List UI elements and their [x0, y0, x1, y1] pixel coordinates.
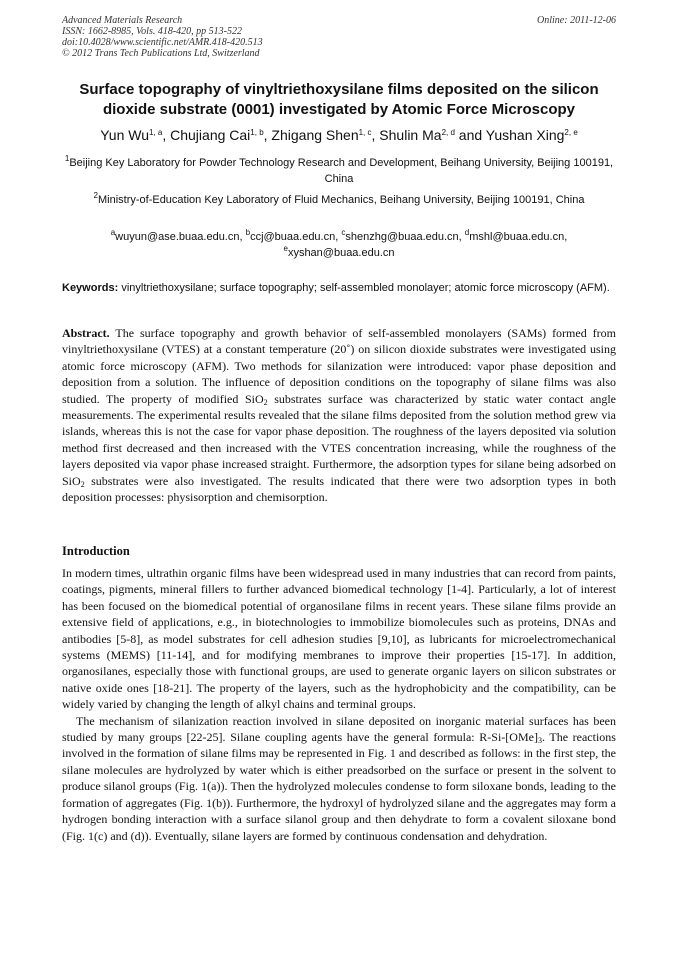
journal-copyright: © 2012 Trans Tech Publications Ltd, Switzerland	[62, 48, 260, 59]
affiliation-mark: 1	[64, 154, 70, 163]
email-address: ccj@buaa.edu.cn,	[250, 231, 339, 243]
author-affiliation-mark: 1, a	[149, 128, 163, 137]
keywords-text: vinyltriethoxysilane; surface topography; self-assembled monolayer; atomic force microscopy (AFM).	[121, 282, 610, 294]
affiliation-text: Beijing Key Laboratory for Powder Technology Research and Development, Beihang University, Beijing 100191, China	[69, 157, 614, 185]
paragraph-text: . The reactions involved in the formation of silane films may be represented in Fig. 1 and described as follows: in the first step, the silane molecules are hydrolyzed by water which is either preadsorbed on the surface or present in the solvent to produce silanol groups (Fig. 1(a)). Then the hydrolyzed molecules condense to form siloxane bonds, leading to the formation of aggregates (Fig. 1(b)). Furthermore, the hydroxyl of hydrolyzed silane and the aggregates may form a hydrogen bonding interaction with a surface silanol group and then dehydrate to form a covalent siloxane bond (Fig. 1(c) and (d)). Eventually, silane layers are formed by continuous condensation and dehydration.	[62, 730, 616, 843]
journal-doi: doi:10.4028/www.scientific.net/AMR.418-420.513	[62, 37, 263, 48]
author-name: Chujiang Cai	[170, 127, 251, 143]
introduction-heading: Introduction	[62, 544, 130, 558]
email-mark: c	[341, 228, 346, 237]
affiliation-text: Ministry-of-Education Key Laboratory of Fluid Mechanics, Beihang University, Beijing 100191, China	[97, 194, 585, 206]
abstract-label: Abstract.	[62, 326, 110, 340]
paragraph	[62, 713, 616, 844]
paper-title: Surface topography of vinyltriethoxysilane films deposited on the silicon dioxide substrate (0001) investigated by Atomic Force Microscopy	[79, 81, 599, 118]
author-list: Yun Wu$^{1, a}$, Chujiang Cai$^{1, b}$, Zhigang Shen$^{1, c}$, Shulin Ma$^{2, d}$ and Yushan Xing$^{2, e}$	[100, 127, 578, 143]
affiliation-2	[62, 192, 616, 208]
online-date: Online: 2011-12-06	[537, 15, 616, 26]
author-name: Yushan Xing	[485, 127, 565, 143]
author-name: Yun Wu	[100, 127, 149, 143]
email-address: shenzhg@buaa.edu.cn,	[345, 231, 462, 243]
affiliation-mark: 2	[93, 191, 98, 200]
paragraph-text: The mechanism of silanization reaction involved in silane deposited on inorganic material surfaces has been studied by many groups [22-25]. Silane coupling agents have the general formula: R-Si-[OMe]	[62, 713, 616, 745]
author-affiliation-mark: 1, b	[250, 128, 264, 137]
email-list	[62, 229, 616, 261]
author-affiliation-mark: 2, e	[564, 128, 578, 137]
subscript: 2	[80, 479, 85, 489]
abstract-text: The surface topography and growth behavior of self-assembled monolayers (SAMs) formed from vinyltriethoxysilane (VTES) at a constant temperature (20˚) on silicon dioxide substrates were investigated using atomic force microscopy (AFM). Two methods for silanization were introduced: vapor phase deposition and deposition from a solution. The influence of deposition conditions on the topography of silane films was also studied. The property of modified SiO	[62, 326, 616, 406]
email-address: mshl@buaa.edu.cn,	[469, 231, 568, 243]
journal-issn: ISSN: 1662-8985, Vols. 418-420, pp 513-522	[62, 26, 242, 37]
abstract-section	[62, 325, 616, 505]
author-affiliation-mark: 1, c	[358, 128, 372, 137]
subscript: 3	[537, 736, 542, 746]
keywords-section	[62, 281, 616, 295]
author-name: Shulin Ma	[379, 127, 442, 143]
subscript: 2	[263, 397, 268, 407]
abstract-text: substrates were also investigated. The results indicated that there were two adsorption types in both deposition processes: physisorption and chemisorption.	[62, 473, 616, 505]
email-address: xyshan@buaa.edu.cn	[287, 247, 395, 259]
journal-header	[62, 15, 616, 59]
affiliation-1	[62, 155, 616, 187]
email-mark: b	[245, 228, 251, 237]
email-mark: a	[110, 228, 116, 237]
email-address: wuyun@ase.buaa.edu.cn,	[115, 231, 243, 243]
abstract-text: substrates surface was characterized by static water contact angle measurements. The experimental results revealed that the silane films deposited from the solution method grew via islands, whereas this is not the case for vapor phase deposition. The roughness of the layers deposited via solution method first decreased and then increased with the VTES concentration increasing, while the roughness of the layers deposited via vapor phase increased straight. Furthermore, the adsorption types for silane being adsorbed on SiO	[62, 391, 617, 488]
keywords-label: Keywords:	[62, 282, 119, 294]
introduction-body	[62, 565, 616, 844]
journal-name: Advanced Materials Research	[62, 15, 183, 26]
author-name: Zhigang Shen	[271, 127, 359, 143]
paragraph: In modern times, ultrathin organic films have been widespread used in many industries that can record from paints, coatings, pigments, mineral fillers to further advanced biomedical technology [1-4]. Particularly, a lot of interest has been focused on the biomedical potential of organosilane films in recent years. These silane films provide an extensive field of applications, e.g., in biotechnologies to immobilize biomolecules such as proteins, DNAs and antibodies [5-8], as model substrates for cell adhesion studies [9,10], as lubricants for microelectromechanical systems (MEMS) [11-14], and for modifying membranes to improve their properties [15-17]. In addition, organosilanes, especially those with functional groups, are used to generate organic layers on silicon substrates or native oxide ones [18-21]. The property of the layers, such as the hydrophobicity and the compatibility, can be widely varied by changing the length of alkyl chains and terminal groups.	[62, 566, 616, 712]
email-mark: e	[283, 244, 288, 253]
email-mark: d	[464, 228, 470, 237]
author-affiliation-mark: 2, d	[441, 128, 455, 137]
